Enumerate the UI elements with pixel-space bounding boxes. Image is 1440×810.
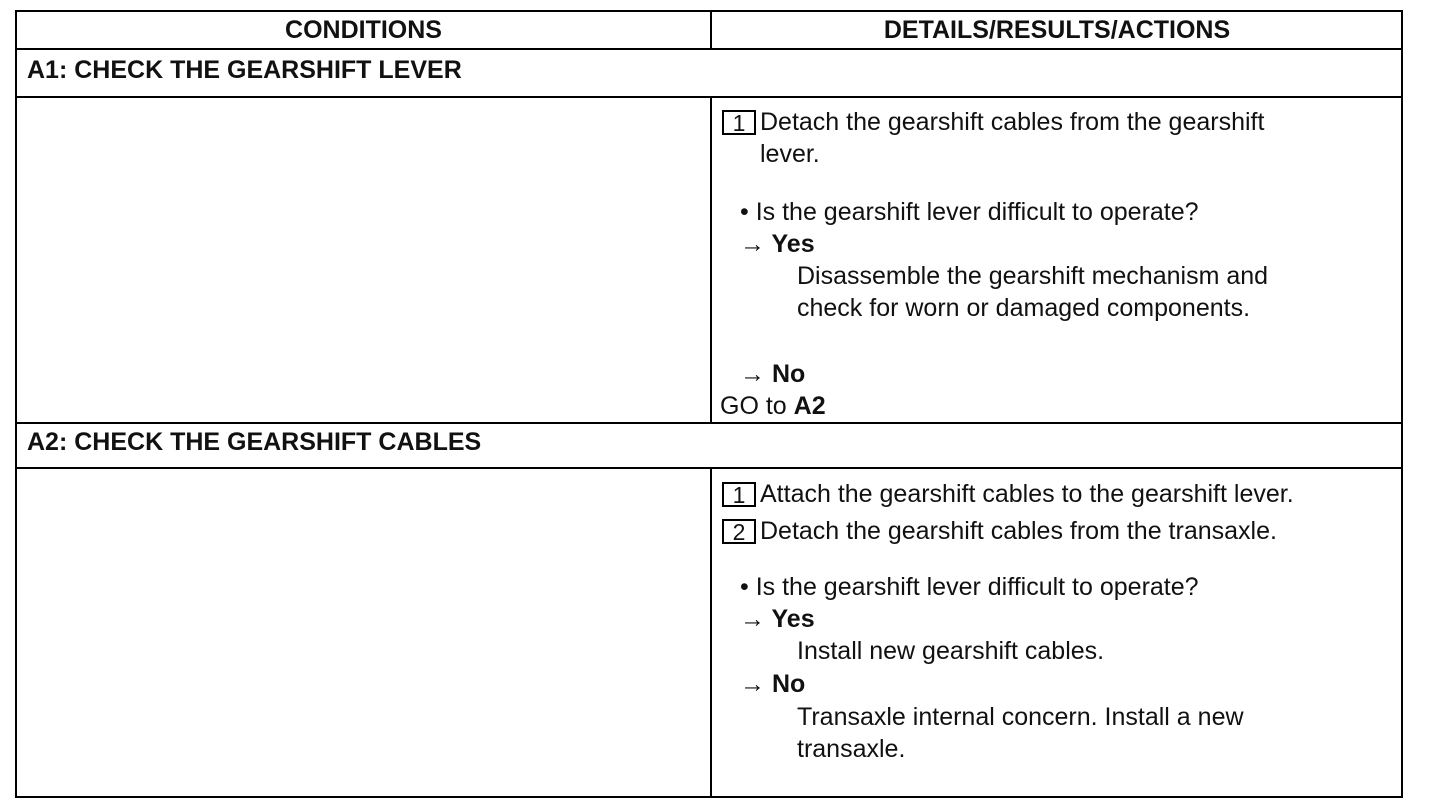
goto-target: A2: [793, 392, 826, 420]
step-text: Detach the gearshift cables from the transaxle.: [760, 517, 1277, 545]
step-number-box: 1: [722, 110, 756, 135]
step-number-box: 2: [722, 519, 756, 544]
a1-column-divider: [710, 96, 712, 422]
step-text-continued: lever.: [760, 140, 820, 168]
section-a2-title: A2: CHECK THE GEARSHIFT CABLES: [27, 428, 482, 456]
step-text: Attach the gearshift cables to the gearshift lever.: [760, 480, 1294, 508]
no-label: → No: [740, 360, 806, 388]
no-action-text: Transaxle internal concern. Install a new: [797, 703, 1244, 731]
a2-column-divider: [710, 467, 712, 798]
details-header: DETAILS/RESULTS/ACTIONS: [883, 16, 1231, 44]
section-a1-divider: [17, 96, 1401, 98]
goto-instruction: [720, 390, 826, 422]
yes-action-text: Disassemble the gearshift mechanism and: [797, 262, 1269, 290]
yes-action-text: check for worn or damaged components.: [797, 294, 1251, 322]
goto-prefix: GO to: [720, 392, 794, 420]
header-divider: [17, 48, 1401, 50]
diagnostic-table: [15, 10, 1403, 798]
question-text: • Is the gearshift lever difficult to operate?: [740, 198, 1199, 226]
no-action-text: transaxle.: [797, 735, 906, 763]
yes-action-text: Install new gearshift cables.: [797, 637, 1105, 665]
section-a1-title: A1: CHECK THE GEARSHIFT LEVER: [27, 56, 462, 84]
conditions-header: CONDITIONS: [285, 16, 442, 44]
step-number-box: 1: [722, 482, 756, 507]
question-text: • Is the gearshift lever difficult to operate?: [740, 573, 1199, 601]
section-a2-divider: [17, 467, 1401, 469]
step-text: Detach the gearshift cables from the gearshift: [760, 108, 1265, 136]
yes-label: → Yes: [740, 230, 815, 258]
section-a2-top-divider: [17, 422, 1401, 424]
yes-label: → Yes: [740, 605, 815, 633]
no-label: → No: [740, 670, 806, 698]
